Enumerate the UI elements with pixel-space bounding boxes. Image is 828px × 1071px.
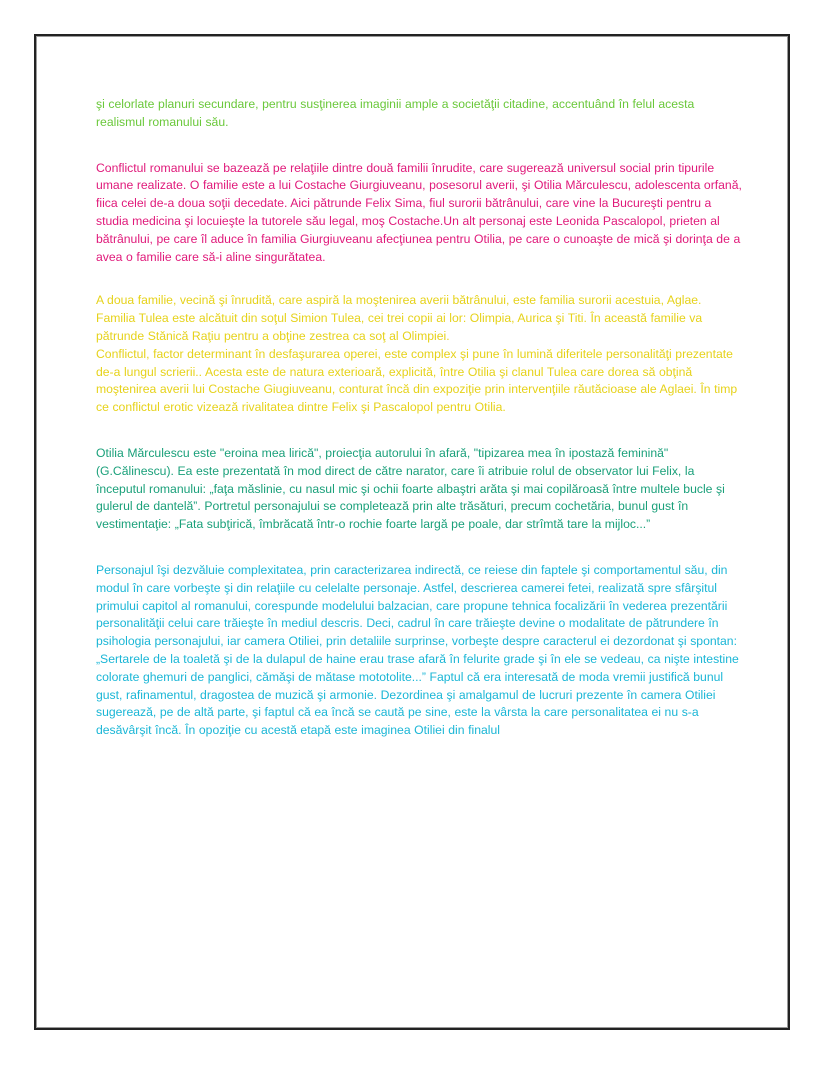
paragraph-indirect-characterization: Personajul îşi dezvăluie complexitatea, prin caracterizarea indirectă, ce reiese din faptele şi comportamentul său, din modul în care vorbeşte şi din relaţiile cu celelalte personaje. Astfel, descrierea camerei fetei, realizată spre sfârşitul primului capitol al romanului, corespunde modelului balzacian, care propune tehnica focalizării în vederea prezentării personalităţii celui care trăieşte în mediul descris. Deci, cadrul în care trăieşte devine o modalitate de pătrundere în psihologia personajului, iar camera Otiliei, prin detaliile surprinse, vorbeşte despre caracterul ei dezordonat şi spontan: „Sertarele de la toaletă şi de la dulapul de haine erau trase afară în felurite grade şi în ele se vedeau, ca nişte intestine colorate ghemuri de panglici, cămăşi de mătase mototolite...” Faptul că era interesată de moda vremii justifică bunul gust, rafinamentul, dragostea de muzică şi armonie. Dezordinea şi amalgamul de lucruri prezente în camera Otiliei sugerează, pe de altă parte, şi faptul că ea încă se caută pe sine, este la vârsta la care personalitatea ei nu s-a desăvârşit încă. În opoziţie cu acestă etapă este imaginea Otiliei din finalul bbox=[96, 562, 739, 738]
paragraph-otilia-portrait: Otilia Mărculescu este "eroina mea lirică", proiecţia autorului în afară, "tipizarea mea în ipostază feminină" (G.Călinescu). Ea este prezentată în mod direct de către narator, care îi atribuie rolul de observator lui Felix, la începutul romanului: „faţa măslinie, cu nasul mic şi ochii foarte albaştri arăta şi mai copilăroasă între multele bucle şi gulerul de dantelă”. Portretul personajului se completează prin alte trăsături, precum cochetăria, bunul gust în vestimentaţie: „Fata subţirică, îmbrăcată într-o rochie foarte largă pe poale, dar strîmtă tare la mijloc...” bbox=[96, 445, 725, 532]
paragraph-second-family: A doua familie, vecină şi înrudită, care aspiră la moştenirea averii bătrânului, este familia surorii acestuia, Aglae. Familia Tulea este alcătuit din soţul Simion Tulea, cei trei copii ai lor: Olimpia, Aurica şi Titi. În această familie va pătrunde Stănică Raţiu pentru a obţine zestrea ca soţ al Olimpiei. Conflictul, factor determinant în desfaşurarea operei, este complex şi pune în lumină diferitele personalităţi prezentate de-a lungul scrierii.. Acesta este de natura exterioară, explicită, între Otilia şi clanul Tulea care dorea să obţină moştenirea averii lui Costache Giugiuveanu, conturat încă din expoziţie prin intervenţiile răutăcioase ale Aglaei. În timp ce conflictul erotic vizează rivalitatea dintre Felix şi Pascalopol pentru Otilia. bbox=[96, 293, 738, 415]
paragraph-intro-tail: şi celorlate planuri secundare, pentru susţinerea imaginii ample a societăţii citadine, accentuând în felul acesta realismul romanului său. bbox=[96, 97, 695, 129]
document-body bbox=[96, 96, 744, 766]
paragraph-conflict-families: Conflictul romanului se bazează pe relaţiile dintre două familii înrudite, care sugerează universul social prin tipurile umane realizate. O familie este a lui Costache Giurgiuveanu, posesorul averii, şi Otilia Mărculescu, adolescenta orfană, fiica celei de-a doua soţii decedate. Aici pătrunde Felix Sima, fiul surorii bătrânului, care vine la Bucureşti pentru a studia medicina şi locuieşte la tutorele său legal, moş Costache.Un alt personaj este Leonida Pascalopol, prieten al bătrânului, pe care îl aduce în familia Giurgiuveanu afecţiunea pentru Otilia, pe care o cunoaşte de mică şi dorinţa de a avea o familie care să-i aline singurătatea. bbox=[96, 160, 742, 264]
